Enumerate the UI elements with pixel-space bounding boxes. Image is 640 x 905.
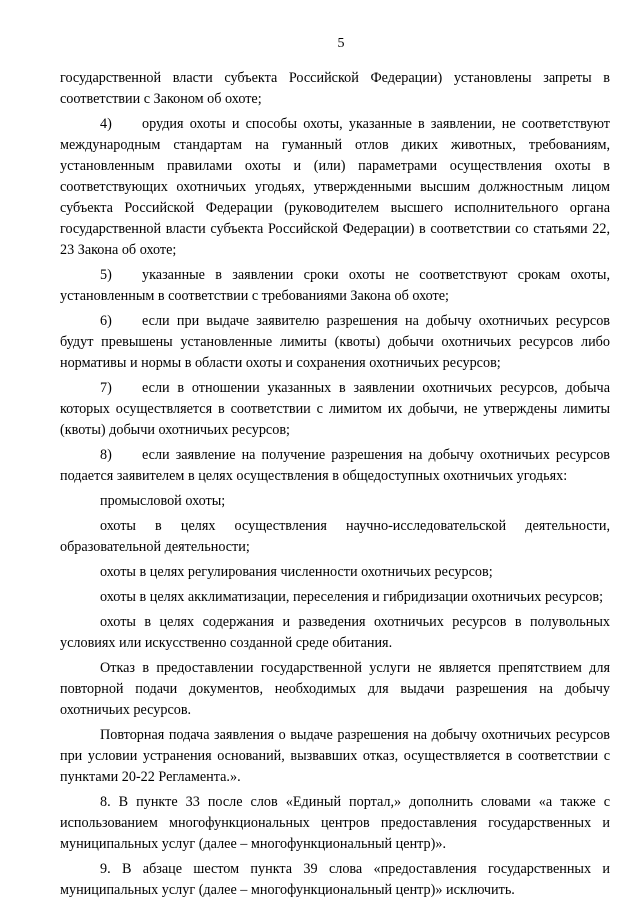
item-number: 4)	[100, 116, 112, 132]
page-number: 5	[337, 36, 345, 51]
paragraph: охоты в целях акклиматизации, переселения и гибридизации охотничьих ресурсов;	[100, 589, 604, 605]
item-text: если при выдаче заявителю разрешения на добычу охотничьих ресурсов будут превышены установленные лимиты (квоты) добычи охотничьих ресурсов либо нормативы и нормы в области охоты и сохранения охотничьих ресурсов;	[60, 313, 610, 371]
paragraph: 8. В пункте 33 после слов «Единый портал,» дополнить словами «а также с использованием многофункциональных центров предоставления государственных и муниципальных услуг (далее – многофункциональный центр)».	[60, 794, 610, 852]
paragraph: охоты в целях осуществления научно-исследовательской деятельности, образовательной деятельности;	[60, 518, 610, 555]
list-item-6	[60, 311, 610, 374]
list-item-4	[60, 114, 610, 261]
paragraph: 9. В абзаце шестом пункта 39 слова «предоставления государственных и муниципальных услуг (далее – многофункциональный центр)» исключить.	[60, 861, 610, 898]
item-number: 7)	[100, 380, 112, 396]
item-text: указанные в заявлении сроки охоты не соответствуют срокам охоты, установленным в соответствии с требованиями Закона об охоте;	[60, 267, 610, 304]
paragraph: охоты в целях содержания и разведения охотничьих ресурсов в полувольных условиях или искусственно созданной среде обитания.	[60, 614, 610, 651]
paragraph: Отказ в предоставлении государственной услуги не является препятствием для повторной подачи документов, необходимых для выдачи разрешения на добычу охотничьих ресурсов.	[60, 660, 610, 718]
list-item-8	[60, 445, 610, 487]
list-item-7	[60, 378, 610, 441]
paragraph-text: государственной власти субъекта Российской Федерации) установлены запреты в соответствии с Законом об охоте;	[60, 70, 610, 107]
list-item-5	[60, 265, 610, 307]
paragraph: охоты в целях регулирования численности охотничьих ресурсов;	[100, 564, 493, 580]
document-body	[60, 68, 610, 901]
paragraph-continuation	[60, 68, 610, 110]
item-number: 8)	[100, 447, 112, 463]
paragraph: Повторная подача заявления о выдаче разрешения на добычу охотничьих ресурсов при условии устранения оснований, вызвавших отказ, осуществляется в соответствии с пунктами 20-22 Регламента.».	[60, 727, 610, 785]
paragraph: промысловой охоты;	[100, 493, 226, 509]
item-number: 5)	[100, 267, 112, 283]
item-text: если заявление на получение разрешения на добычу охотничьих ресурсов подается заявителем в целях осуществления в общедоступных охотничьих угодьях:	[60, 447, 610, 484]
item-number: 6)	[100, 313, 112, 329]
item-text: если в отношении указанных в заявлении охотничьих ресурсов, добыча которых осуществляется в соответствии с лимитом их добычи, не утверждены лимиты (квоты) добычи охотничьих ресурсов;	[60, 380, 610, 438]
item-text: орудия охоты и способы охоты, указанные в заявлении, не соответствуют международным стандартам на гуманный отлов диких животных, требованиям, установленным правилами охоты и (или) параметрами осуществления охоты в соответствующих охотничьих угодьях, утвержденными высшим должностным лицом субъекта Российской Федерации (руководителем высшего исполнительного органа государственной власти субъекта Российской Федерации) в соответствии со статьями 22, 23 Закона об охоте;	[60, 116, 610, 258]
